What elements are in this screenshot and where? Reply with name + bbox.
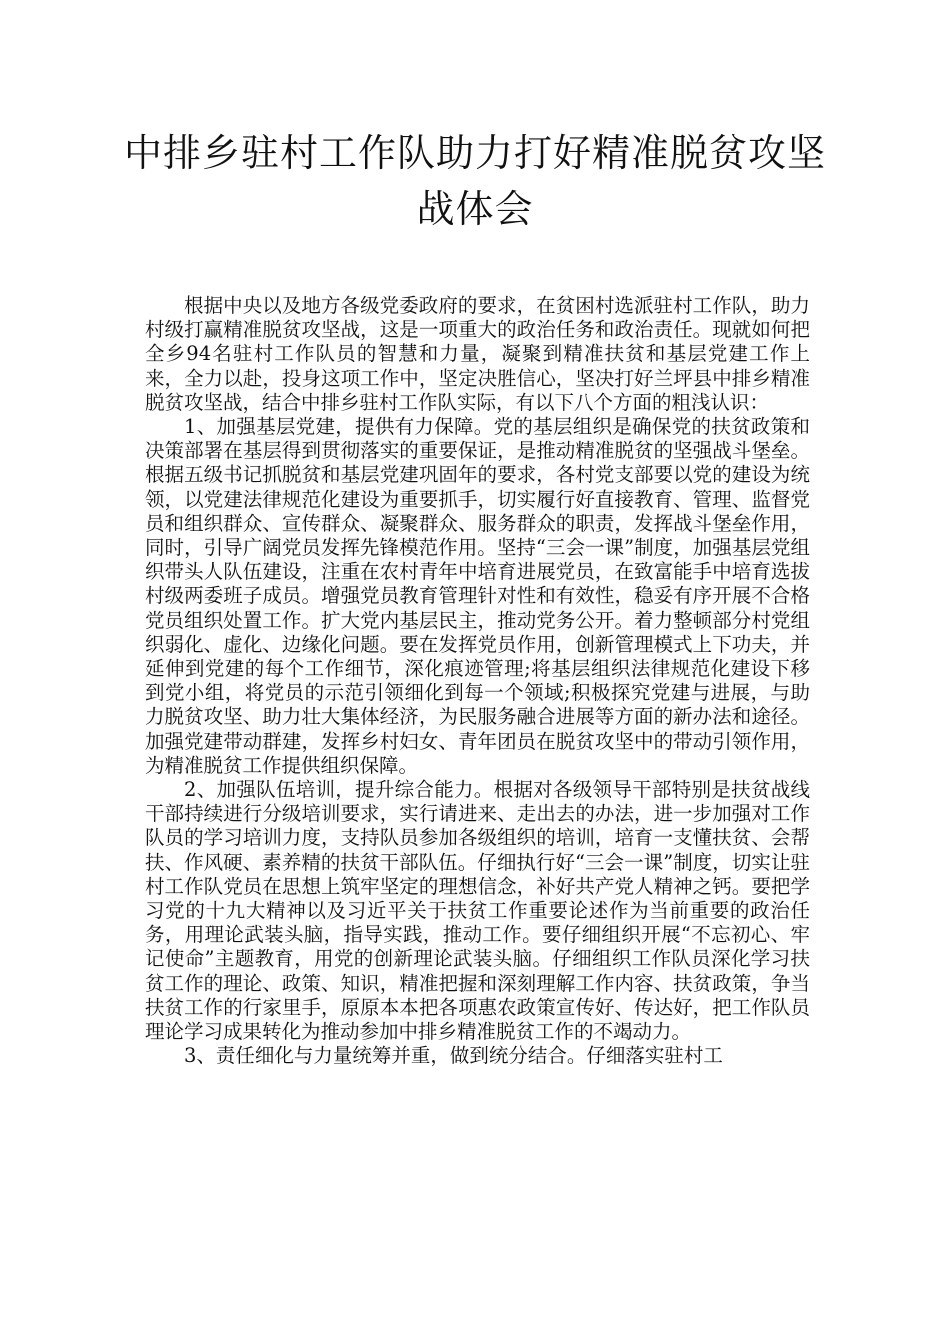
document-title: 中排乡驻村工作队助力打好精准脱贫攻坚战体会 bbox=[123, 131, 826, 231]
paragraph-3: 3、责任细化与力量统筹并重，做到统分结合。仔细落实驻村工 bbox=[184, 1044, 723, 1068]
document-body bbox=[145, 294, 810, 1069]
paragraph-2: 2、加强队伍培训，提升综合能力。根据对各级领导干部特别是扶贫战线干部持续进行分级培训要求，实行请进来、走出去的办法，进一步加强对工作队员的学习培训力度，支持队员参加各级组织的培训，培育一支懂扶贫、会帮扶、作风硬、素养精的扶贫干部队伍。仔细执行好“三会一课”制度，切实让驻村工作队党员在思想上筑牢坚定的理想信念，补好共产党人精神之钙。要把学习党的十九大精神以及习近平关于扶贫工作重要论述作为当前重要的政治任务，用理论武装头脑，指导实践，推动工作。要仔细组织开展“不忘初心、牢记使命”主题教育，用党的创新理论武装头脑。仔细组织工作队员深化学习扶贫工作的理论、政策、知识，精准把握和深刻理解工作内容、扶贫政策，争当扶贫工作的行家里手，原原本本把各项惠农政策宣传好、传达好，把工作队员理论学习成果转化为推动参加中排乡精准脱贫工作的不竭动力。 bbox=[145, 778, 810, 1044]
paragraph-1: 1、加强基层党建，提供有力保障。党的基层组织是确保党的扶贫政策和决策部署在基层得到贯彻落实的重要保证，是推动精准脱贫的坚强战斗堡垒。根据五级书记抓脱贫和基层党建巩固年的要求，各村党支部要以党的建设为统领，以党建法律规范化建设为重要抓手，切实履行好直接教育、管理、监督党员和组织群众、宣传群众、凝聚群众、服务群众的职责，发挥战斗堡垒作用，同时，引导广阔党员发挥先锋模范作用。坚持“三会一课”制度，加强基层党组织带头人队伍建设，注重在农村青年中培育进展党员，在致富能手中培育选拔村级两委班子成员。增强党员教育管理针对性和有效性，稳妥有序开展不合格党员组织处置工作。扩大党内基层民主，推动党务公开。着力整顿部分村党组织弱化、虚化、边缘化问题。要在发挥党员作用，创新管理模式上下功夫，并延伸到党建的每个工作细节，深化痕迹管理;将基层组织法律规范化建设下移到党小组，将党员的示范引领细化到每一个领域;积极探究党建与进展，与助力脱贫攻坚、助力壮大集体经济，为民服务融合进展等方面的新办法和途径。加强党建带动群建，发挥乡村妇女、青年团员在脱贫攻坚中的带动引领作用，为精准脱贫工作提供组织保障。 bbox=[145, 415, 810, 777]
paragraph-intro: 根据中央以及地方各级党委政府的要求，在贫困村选派驻村工作队，助力村级打赢精准脱贫攻坚战，这是一项重大的政治任务和政治责任。现就如何把全乡94名驻村工作队员的智慧和力量，凝聚到精准扶贫和基层党建工作上来，全力以赴，投身这项工作中，坚定决胜信心，坚决打好兰坪县中排乡精准脱贫攻坚战，结合中排乡驻村工作队实际，有以下八个方面的粗浅认识： bbox=[145, 294, 810, 414]
